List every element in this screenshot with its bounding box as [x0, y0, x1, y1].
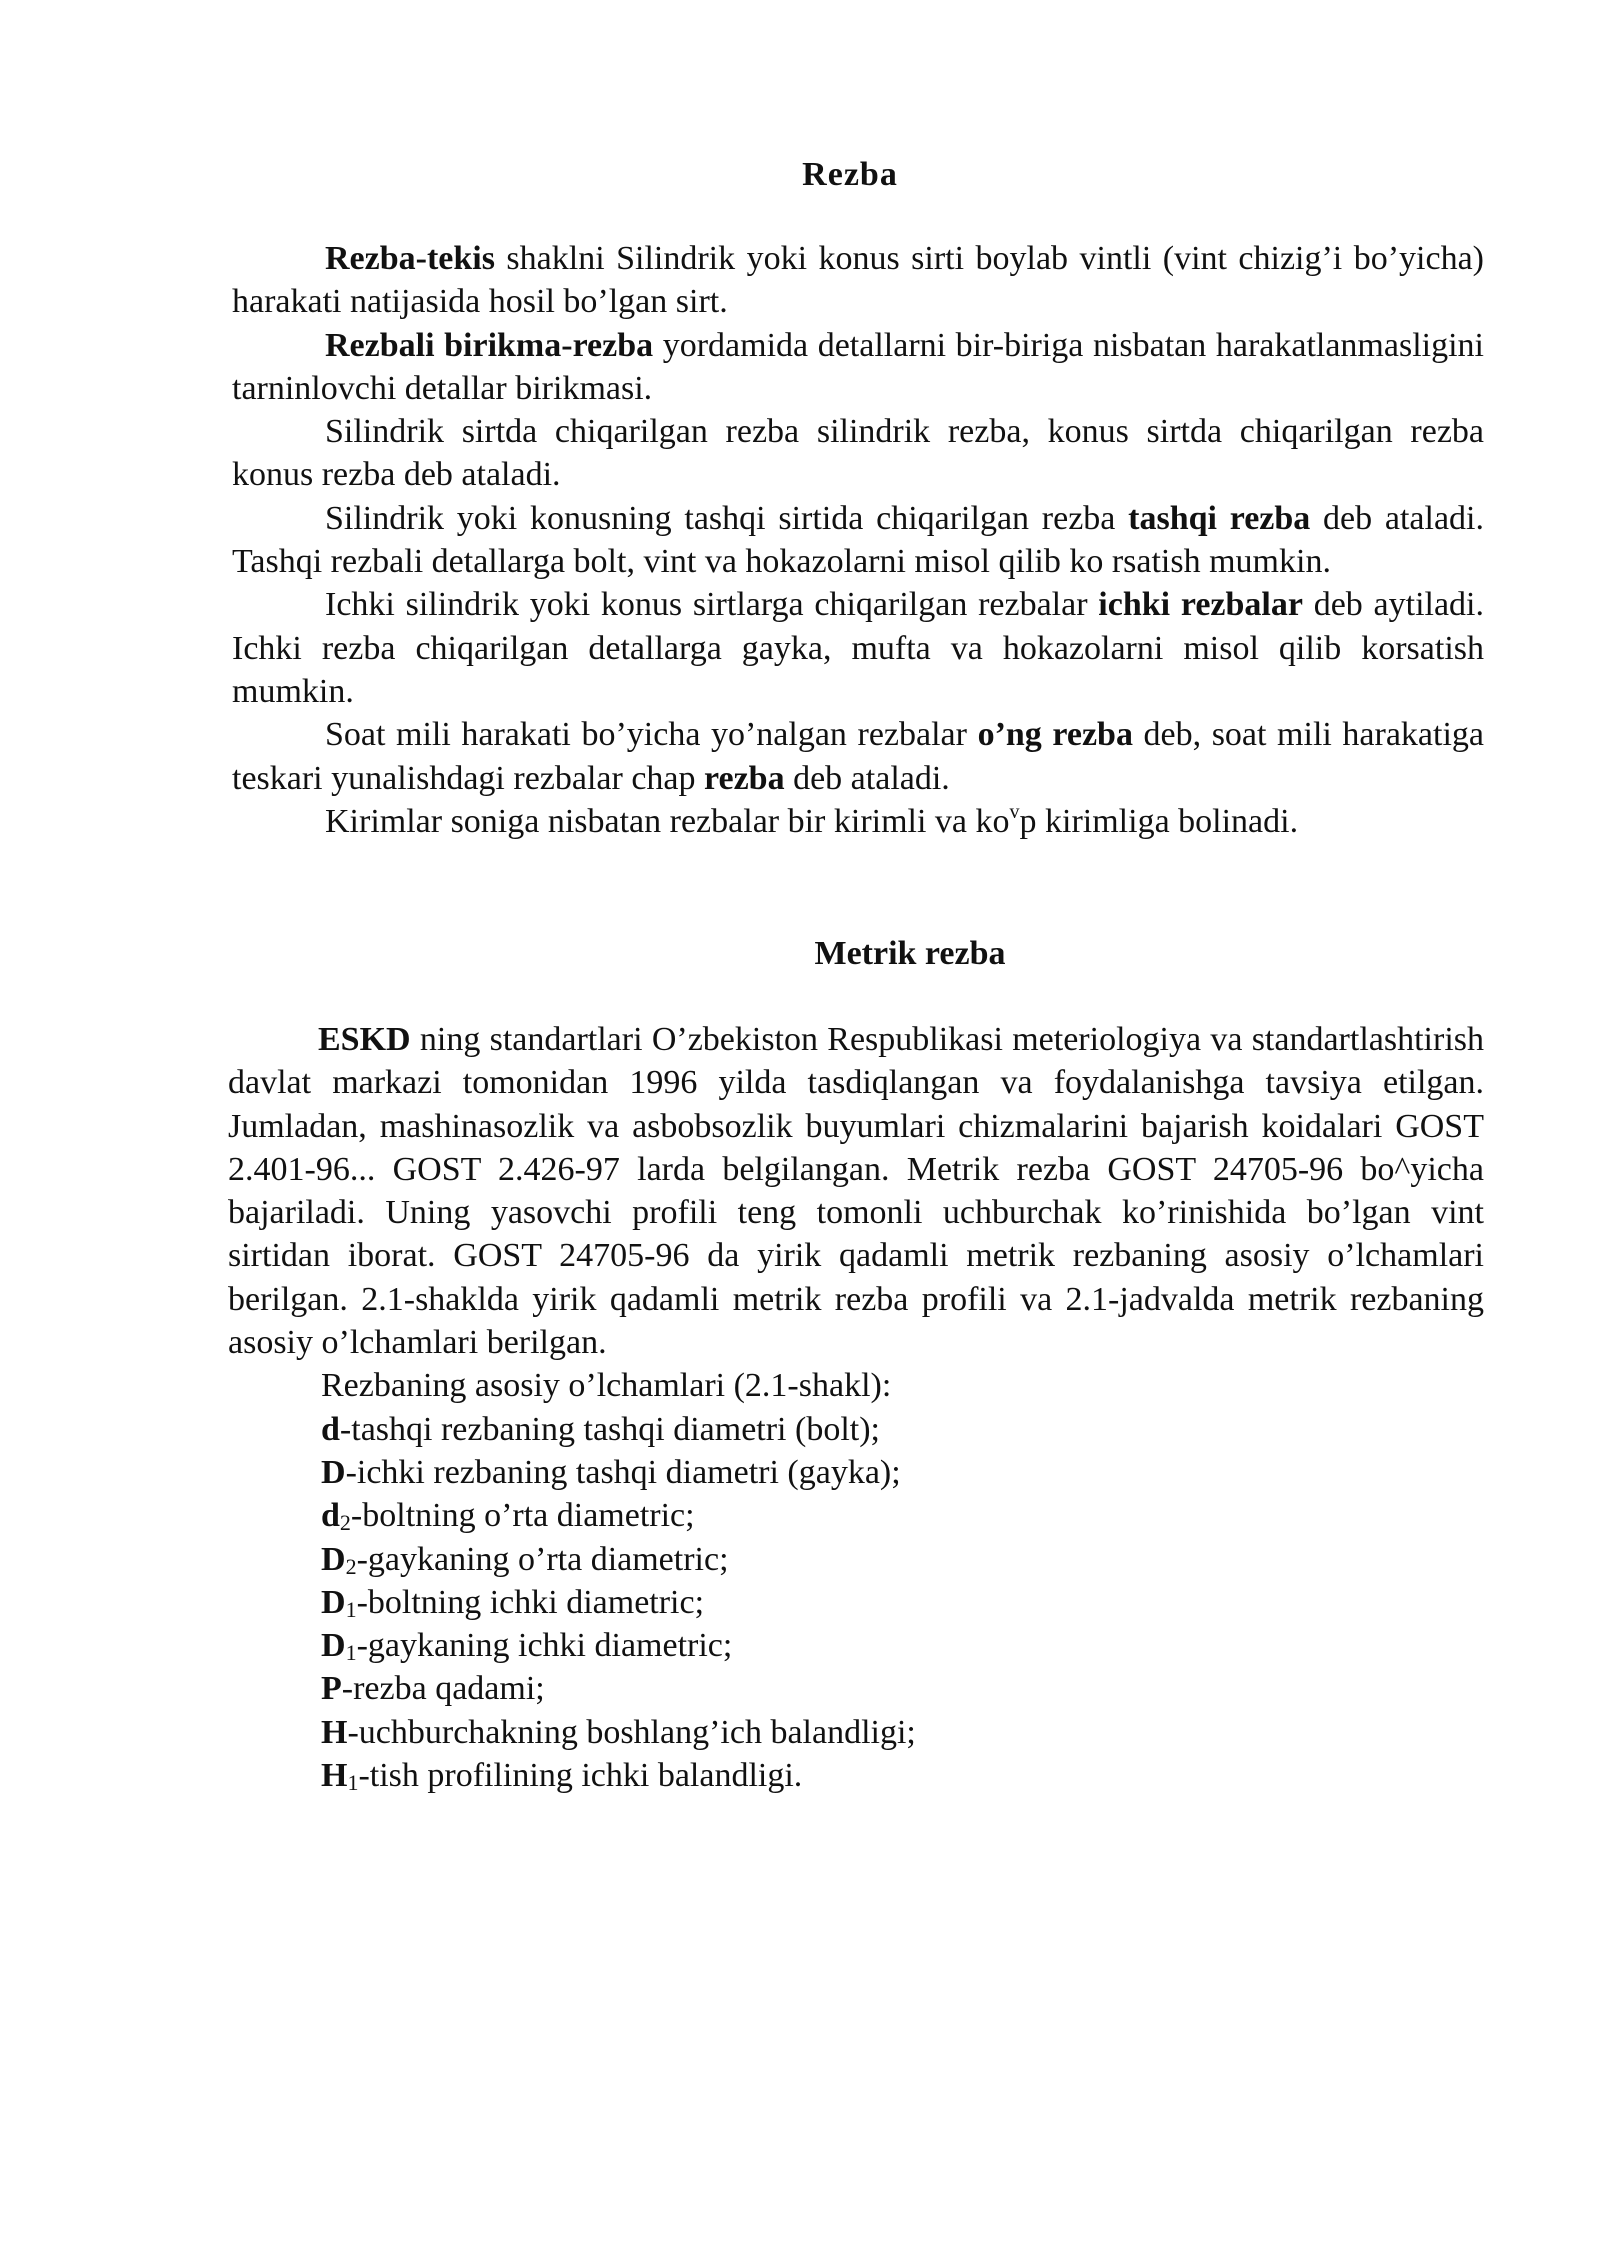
item-text: -ichki rezbaning tashqi diametri (gayka); — [345, 1453, 901, 1491]
paragraph-definition-rezba — [232, 237, 1484, 324]
paragraph-text: deb, soat mili harakatiga teskari yunalishdagi rezbalar chap — [232, 716, 1484, 797]
symbol: H — [321, 1713, 348, 1751]
symbol: D — [321, 1627, 346, 1665]
subscript: 2 — [339, 1510, 351, 1536]
paragraph-cylindrical-conical — [232, 410, 1484, 497]
item-text: -boltning o’rta diametric; — [350, 1497, 695, 1535]
term-ong-rezba: o’ng rezba — [977, 716, 1133, 754]
paragraph-text: Ichki silindrik yoki konus sirtlarga chiqarilgan rezbalar — [325, 586, 1099, 624]
paragraph-thread-starts — [232, 800, 1484, 843]
term-eskd: ESKD — [318, 1021, 411, 1058]
dimension-list — [228, 1364, 1484, 1797]
symbol: P — [321, 1670, 342, 1708]
item-text: -uchburchakning boshlang’ich balandligi; — [347, 1713, 916, 1751]
section-rezba-body — [232, 237, 1484, 843]
list-item — [228, 1408, 1484, 1451]
paragraph-eskd — [228, 1018, 1484, 1364]
paragraph-text: shaklni Silindrik yoki konus sirti boylab vintli (vint chizig’i bo’yicha) harakati natijasida hosil bo’lgan sirt. — [232, 240, 1484, 321]
symbol: D — [321, 1540, 346, 1578]
section-metrik-body — [228, 1018, 1484, 1797]
list-item — [228, 1581, 1484, 1624]
paragraph-text: Silindrik sirtda chiqarilgan rezba silindrik rezba, konus sirtda chiqarilgan rezba konus rezba deb ataladi. — [232, 413, 1484, 494]
item-text: -rezba qadami; — [341, 1670, 545, 1708]
term-chap-rezba: rezba — [704, 759, 785, 797]
symbol: D — [321, 1453, 346, 1491]
paragraph-text: deb ataladi. — [784, 759, 950, 797]
subscript: 1 — [345, 1596, 357, 1622]
item-text: -gaykaning ichki diametric; — [356, 1627, 733, 1665]
term-ichki-rezbalar: ichki rezbalar — [1098, 586, 1303, 624]
item-text: -tish profilining ichki balandligi. — [358, 1757, 803, 1795]
term-rezbali-birikma: Rezbali birikma-rezba — [325, 326, 654, 364]
list-item — [228, 1538, 1484, 1581]
section-heading-metrik-rezba: Metrik rezba — [814, 935, 1006, 972]
list-item — [228, 1494, 1484, 1537]
paragraph-text: Soat mili harakati bo’yicha yo’nalgan rezbalar — [325, 716, 978, 754]
list-item — [228, 1624, 1484, 1667]
list-item — [228, 1754, 1484, 1797]
subscript: 1 — [345, 1640, 357, 1666]
paragraph-definition-rezbali-birikma — [232, 324, 1484, 411]
dimension-list-intro: Rezbaning asosiy o’lchamlari (2.1-shakl): — [321, 1367, 892, 1405]
paragraph-text: Silindrik yoki konusning tashqi sirtida chiqarilgan rezba — [325, 499, 1129, 537]
paragraph-text: ning standartlari O’zbekiston Respublikasi meteriologiya va standartlashtirish davlat markazi tomonidan 1996 yilda tasdiqlangan va foydalanishga tavsiya etilgan. Jumladan, mashinasozlik va asbobsozlik buyumlari chizmalarini bajarish koidalari GOST 2.401-96... GOST 2.426-97 larda belgilangan. Metrik rezba GOST 24705-96 bo^yicha bajariladi. Uning yasovchi profili teng tomonli uchburchak ko’rinishida bo’lgan vint sirtidan iborat. GOST 24705-96 da yirik qadamli metrik rezbaning asosiy o’lchamlari berilgan. 2.1-shaklda yirik qadamli metrik rezba profili va 2.1-jadvalda metrik rezbaning asosiy o’lchamlari berilgan. — [228, 1021, 1484, 1362]
term-tashqi-rezba: tashqi rezba — [1128, 499, 1311, 537]
subscript: 1 — [347, 1770, 359, 1796]
subscript: 2 — [345, 1553, 357, 1579]
paragraph-internal-thread — [232, 583, 1484, 713]
item-text: -gaykaning o’rta diametric; — [356, 1540, 729, 1578]
symbol: d — [321, 1410, 340, 1448]
symbol: d — [321, 1497, 340, 1535]
paragraph-text: deb aytiladi. Ichki rezba chiqarilgan detallarga gayka, mufta va hokazolarni misol qilib korsatish mumkin. — [232, 586, 1485, 710]
paragraph-thread-direction — [232, 713, 1484, 800]
paragraph-text: deb ataladi. Tashqi rezbali detallarga bolt, vint va hokazolarni misol qilib ko rsatish mumkin. — [232, 499, 1484, 581]
list-item — [228, 1711, 1484, 1754]
paragraph-text: Kirimlar soniga nisbatan rezbalar bir kirimli va ko — [325, 802, 1010, 840]
item-text: -boltning ichki diametric; — [356, 1583, 705, 1621]
superscript-mark: v — [1009, 800, 1020, 823]
list-item — [228, 1667, 1484, 1710]
paragraph-text: yordamida detallarni bir-biriga nisbatan harakatlanmasligini tarninlovchi detallar birikmasi. — [232, 326, 1484, 407]
term-rezba-tekis: Rezba-tekis — [325, 240, 495, 277]
item-text: -tashqi rezbaning tashqi diametri (bolt); — [339, 1410, 880, 1448]
paragraph-external-thread — [232, 497, 1484, 584]
symbol: D — [321, 1583, 346, 1621]
list-item — [228, 1451, 1484, 1494]
paragraph-text: p kirimliga bolinadi. — [1019, 802, 1299, 840]
page-title: Rezba — [802, 156, 898, 193]
symbol: H — [321, 1757, 348, 1795]
